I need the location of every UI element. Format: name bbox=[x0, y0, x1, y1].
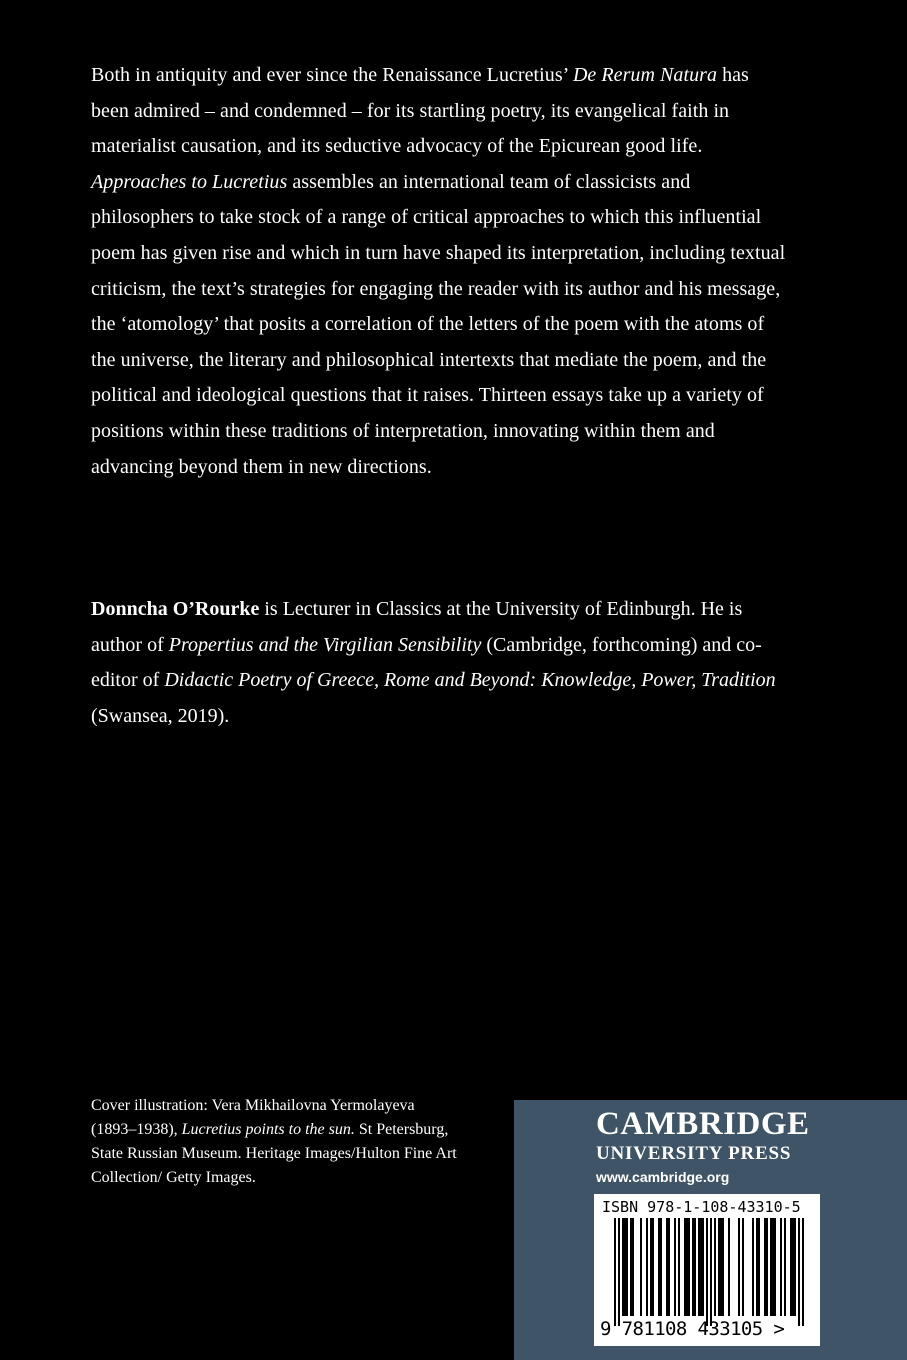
barcode-bar bbox=[694, 1218, 696, 1316]
bio-book-title: Propertius and the Virgilian Sensibility bbox=[168, 633, 482, 656]
cover-credit bbox=[91, 1094, 461, 1190]
barcode-bar bbox=[798, 1218, 800, 1326]
barcode-bar bbox=[692, 1218, 694, 1316]
barcode-bar bbox=[784, 1218, 786, 1316]
barcode-bar bbox=[720, 1218, 722, 1316]
barcode-bar bbox=[646, 1218, 648, 1316]
barcode-bar bbox=[618, 1218, 620, 1326]
barcode-bar bbox=[706, 1218, 708, 1326]
barcode-digits: 9 781108 433105 > bbox=[600, 1318, 785, 1340]
barcode-bar bbox=[640, 1218, 642, 1316]
barcode-bar bbox=[770, 1218, 772, 1316]
barcode-bar bbox=[658, 1218, 660, 1316]
barcode-bar bbox=[742, 1218, 744, 1316]
barcode-bar bbox=[674, 1218, 676, 1316]
barcode-bar bbox=[650, 1218, 652, 1316]
barcode-bar bbox=[738, 1218, 740, 1316]
book-description bbox=[91, 58, 791, 485]
barcode-bar bbox=[714, 1218, 716, 1316]
barcode-bar bbox=[686, 1218, 688, 1316]
barcode-bar bbox=[722, 1218, 724, 1316]
publisher-panel bbox=[514, 1100, 907, 1360]
barcode-bar bbox=[700, 1218, 702, 1316]
barcode-bar bbox=[802, 1218, 804, 1326]
barcode-bar bbox=[756, 1218, 758, 1316]
barcode-bar bbox=[792, 1218, 794, 1316]
author-bio bbox=[91, 592, 791, 734]
barcode-bar bbox=[718, 1218, 720, 1316]
barcode-bar bbox=[652, 1218, 654, 1316]
isbn-label: ISBN 978-1-108-43310-5 bbox=[602, 1198, 801, 1216]
barcode-bar bbox=[624, 1218, 626, 1316]
title-de-rerum-natura: De Rerum Natura bbox=[572, 64, 718, 86]
barcode-bar bbox=[758, 1218, 760, 1316]
barcode-bar bbox=[772, 1218, 774, 1316]
barcode-panel bbox=[594, 1194, 820, 1346]
title-approaches-to-lucretius: Approaches to Lucretius bbox=[91, 170, 288, 193]
barcode-bar bbox=[790, 1218, 792, 1316]
barcode-bar bbox=[752, 1218, 754, 1316]
barcode-bar bbox=[780, 1218, 782, 1316]
barcode-bar bbox=[728, 1218, 730, 1316]
bio-text: is Lecturer in Classics at the University of Edinburgh. He is author of bbox=[91, 598, 743, 656]
barcode-bar bbox=[630, 1218, 632, 1316]
barcode-bar bbox=[632, 1218, 634, 1316]
barcode-bar bbox=[794, 1218, 796, 1316]
artwork-title: Lucretius points to the sun. bbox=[181, 1121, 355, 1138]
bio-book-title: Didactic Poetry of Greece, Rome and Beyond: Knowledge, Power, Tradition bbox=[164, 669, 776, 692]
barcode-bar bbox=[766, 1218, 768, 1316]
barcode-bar bbox=[774, 1218, 776, 1316]
publisher-subtitle: UNIVERSITY PRESS bbox=[596, 1143, 792, 1164]
publisher-url[interactable]: www.cambridge.org bbox=[596, 1169, 730, 1185]
barcode-bar bbox=[678, 1218, 680, 1316]
credit-text: St Petersburg, State Russian Museum. Heritage Images/Hulton Fine Art Collection/ Getty Images. bbox=[91, 1121, 457, 1186]
description-text: Both in antiquity and ever since the Renaissance Lucretius’ bbox=[91, 64, 573, 86]
barcode-bar bbox=[668, 1218, 670, 1316]
bio-text: (Cambridge, forthcoming) and co-editor of bbox=[91, 633, 762, 692]
barcode-bar bbox=[626, 1218, 628, 1316]
bio-text: (Swansea, 2019). bbox=[91, 704, 230, 727]
credit-text: Cover illustration: Vera Mikhailovna Yermolayeva (1893–1938), bbox=[91, 1097, 415, 1138]
barcode-bar bbox=[764, 1218, 766, 1316]
barcode-bar bbox=[710, 1218, 712, 1326]
barcode-bar bbox=[666, 1218, 668, 1316]
barcode-bar bbox=[660, 1218, 662, 1316]
author-name: Donncha O’Rourke bbox=[91, 598, 260, 620]
barcode-bar bbox=[614, 1218, 616, 1326]
publisher-name: CAMBRIDGE bbox=[596, 1106, 810, 1142]
barcode-bar bbox=[688, 1218, 690, 1316]
description-text: has been admired – and condemned – for its startling poetry, its evangelical faith in materialist causation, and its seductive advocacy of the Epicurean good life. bbox=[91, 64, 749, 158]
barcode-bar bbox=[622, 1218, 624, 1316]
barcode-bar bbox=[702, 1218, 704, 1316]
barcode-bar bbox=[684, 1218, 686, 1316]
barcode-bar bbox=[698, 1218, 700, 1316]
description-text: assembles an international team of classicists and philosophers to take stock of a range of critical approaches to which this influential poem has given rise and which in turn have shaped its interpretation, including textual criticism, the text’s strategies for engaging the reader with its author and his message, the ‘atomology’ that posits a correlation of the letters of the poem with the atoms of the universe, the literary and philosophical intertexts that mediate the poem, and the political and ideological questions that it raises. Thirteen essays take up a variety of positions within these traditions of interpretation, innovating within them and advancing beyond them in new directions. bbox=[91, 170, 786, 478]
